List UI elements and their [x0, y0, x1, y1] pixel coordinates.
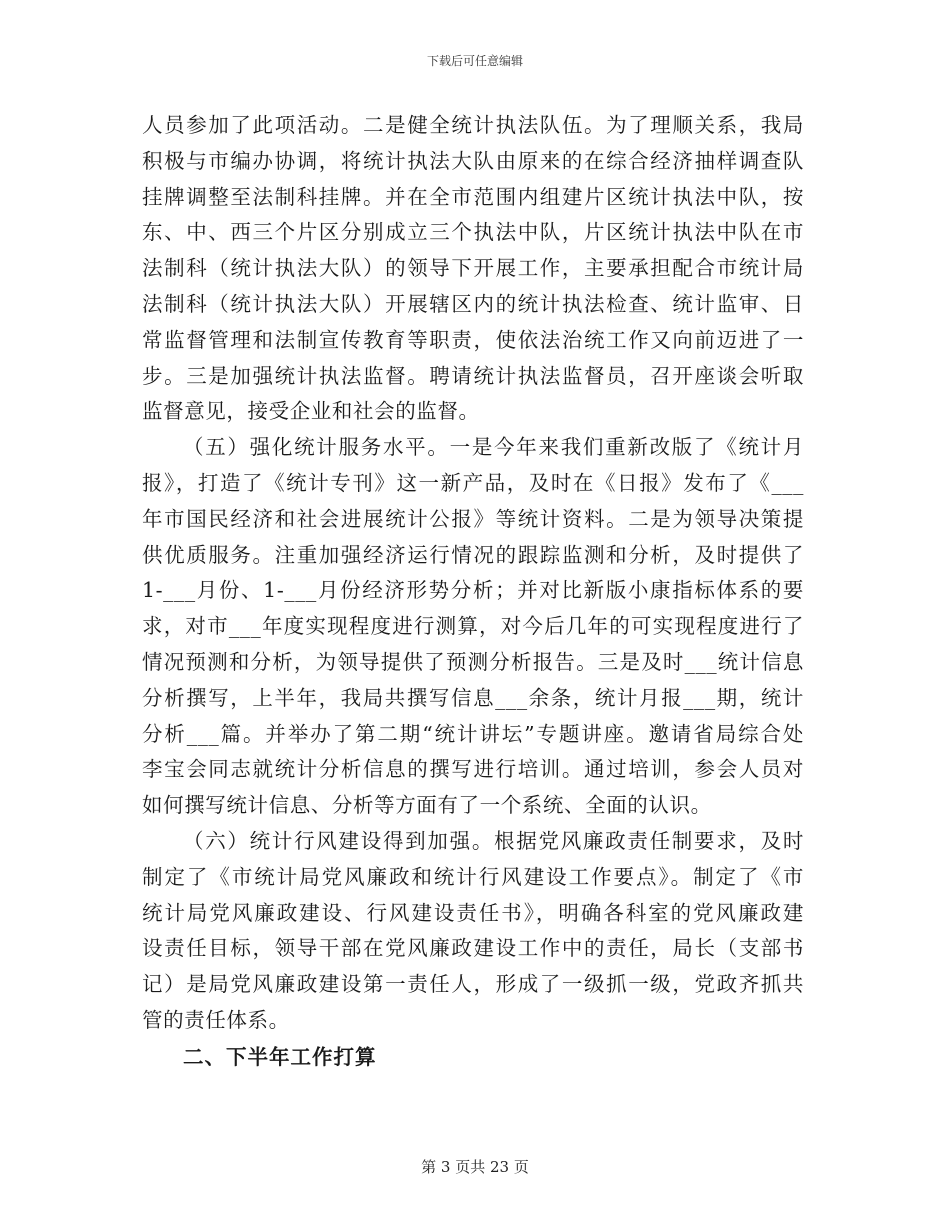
- section-heading: 二、下半年工作打算: [183, 1044, 377, 1069]
- text-line: 法制科（统计执法大队）开展辖区内的统计执法检查、统计监审、日: [142, 291, 804, 316]
- text-line: 制定了《市统计局党风廉政和统计行风建设工作要点》。制定了《市: [142, 864, 804, 889]
- text-line: 常监督管理和法制宣传教育等职责，使依法治统工作又向前迈进了一: [142, 327, 804, 352]
- text-line: 供优质服务。注重加强经济运行情况的跟踪监测和分析，及时提供了: [142, 542, 804, 567]
- text-line: 分析撰写，上半年，我局共撰写信息___余条，统计月报___期，统计: [142, 685, 804, 710]
- text-line: （五）强化统计服务水平。一是今年来我们重新改版了《统计月: [183, 435, 804, 460]
- text-line: 挂牌调整至法制科挂牌。并在全市范围内组建片区统计执法中队，按: [142, 184, 804, 209]
- document-body: [142, 108, 804, 1076]
- page-header-note: 下载后可任意编辑: [426, 54, 523, 68]
- paragraph-conduct-building: [142, 824, 804, 1039]
- text-line: 监督意见，接受企业和社会的监督。: [142, 399, 480, 424]
- text-line: 如何撰写统计信息、分析等方面有了一个系统、全面的认识。: [142, 793, 712, 818]
- text-line: 人员参加了此项活动。二是健全统计执法队伍。为了理顺关系，我局: [142, 113, 804, 137]
- text-line: 求，对市___年度实现程度进行测算，对今后几年的可实现程度进行了: [142, 614, 804, 639]
- text-line: 1-___月份、1-___月份经济形势分析；并对比新版小康指标体系的要: [142, 578, 804, 603]
- text-line: 积极与市编办协调，将统计执法大队由原来的在综合经济抽样调查队: [142, 148, 804, 173]
- text-line: 情况预测和分析，为领导提供了预测分析报告。三是及时___统计信息: [142, 649, 804, 674]
- text-line: 设责任目标，领导干部在党风廉政建设工作中的责任，局长（支部书: [142, 936, 804, 961]
- text-line: 管的责任体系。: [142, 1007, 290, 1032]
- paragraph-law-enforcement: [142, 108, 804, 430]
- text-line: 李宝会同志就统计分析信息的撰写进行培训。通过培训，参会人员对: [142, 757, 804, 782]
- text-line: （六）统计行风建设得到加强。根据党风廉政责任制要求，及时: [183, 828, 804, 853]
- page-number: 第 3 页共 23 页: [421, 1158, 529, 1176]
- text-line: 步。三是加强统计执法监督。聘请统计执法监督员，召开座谈会听取: [142, 363, 804, 388]
- text-line: 分析___篇。并举办了第二期“统计讲坛”专题讲座。邀请省局综合处: [142, 721, 804, 746]
- text-line: 记）是局党风廉政建设第一责任人，形成了一级抓一级，党政齐抓共: [142, 972, 804, 997]
- text-line: 年市国民经济和社会进展统计公报》等统计资料。二是为领导决策提: [142, 506, 804, 531]
- text-line: 报》，打造了《统计专刊》这一新产品，及时在《日报》发布了《___: [142, 470, 804, 495]
- text-line: 东、中、西三个片区分别成立三个执法中队，片区统计执法中队在市: [142, 220, 804, 245]
- text-line: 统计局党风廉政建设、行风建设责任书》，明确各科室的党风廉政建: [142, 900, 804, 925]
- text-line: 法制科（统计执法大队）的领导下开展工作，主要承担配合市统计局: [142, 256, 804, 281]
- paragraph-service-level: [142, 430, 804, 824]
